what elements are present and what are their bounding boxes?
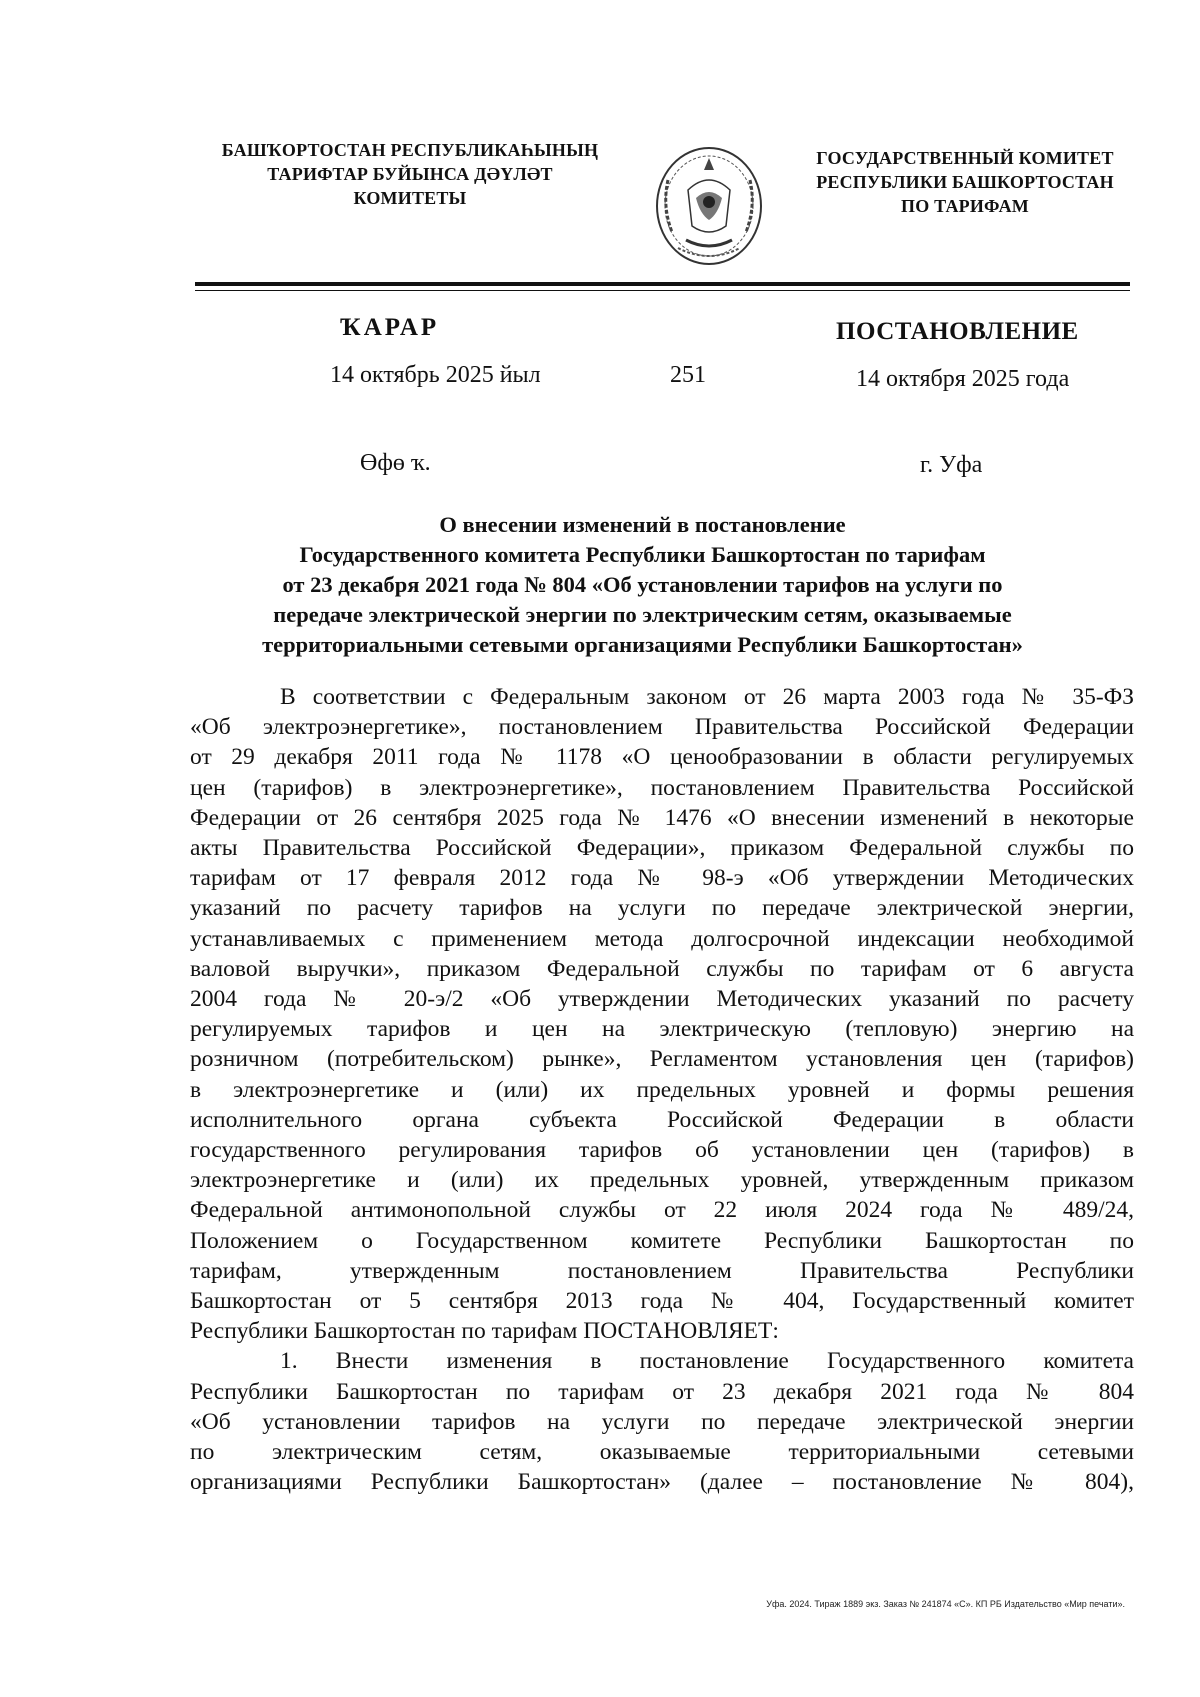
body-line: Федерации от 26 сентября 2025 года № 1476 «О внесении изменений в некоторые <box>190 804 1134 831</box>
body-line: тарифам, утвержденным постановлением Правительства Республики <box>190 1257 1134 1284</box>
header-russian-line: РЕСПУБЛИКИ БАШКОРТОСТАН <box>816 172 1114 192</box>
header-bashkir <box>170 138 650 210</box>
header-russian <box>790 146 1140 218</box>
document-number: 251 <box>670 362 706 388</box>
body-line: электроэнергетике и (или) их предельных уровней, утвержденным приказом <box>190 1167 1134 1194</box>
title-line: территориальными сетевыми организациями Республики Башкортостан» <box>262 632 1023 657</box>
body-line: акты Правительства Российской Федерации», приказом Федеральной службы по <box>190 835 1134 862</box>
body-line: по электрическим сетям, оказываемые территориальными сетевыми <box>190 1439 1134 1466</box>
doc-type-bashkir: ҠАРАР <box>340 314 440 341</box>
body-line: в электроэнергетике и (или) их предельных уровней и формы решения <box>190 1076 1134 1103</box>
header-russian-line: ПО ТАРИФАМ <box>901 196 1029 216</box>
body-line: валовой выручки», приказом Федеральной службы по тарифам от 6 августа <box>190 955 1134 982</box>
header-bashkir-line: ТАРИФТАР БУЙЫНСА ДӘҮЛӘТ <box>267 164 553 184</box>
body-line: государственного регулирования тарифов об установлении цен (тарифов) в <box>190 1137 1134 1164</box>
body-line: указаний по расчету тарифов на услуги по передаче электрической энергии, <box>190 895 1134 922</box>
body-line: Положением о Государственном комитете Республики Башкортостан по <box>190 1227 1134 1254</box>
title-line: от 23 декабря 2021 года № 804 «Об установлении тарифов на услуги по <box>282 572 1003 597</box>
title-line: Государственного комитета Республики Башкортостан по тарифам <box>299 542 986 567</box>
body-line: 1. Внести изменения в постановление Государственного комитета <box>280 1348 1134 1375</box>
body-line: устанавливаемых с применением метода долгосрочной индексации необходимой <box>190 925 1134 952</box>
body-line: В соответствии с Федеральным законом от 26 марта 2003 года № 35-ФЗ <box>280 684 1134 710</box>
body-line: «Об установлении тарифов на услуги по передаче электрической энергии <box>190 1408 1134 1435</box>
body-line: Республики Башкортостан по тарифам от 23 декабря 2021 года № 804 <box>190 1378 1134 1405</box>
body-line: организациями Республики Башкортостан» (далее – постановление № 804), <box>190 1469 1134 1496</box>
title-line: передаче электрической энергии по электрическим сетям, оказываемые <box>273 602 1012 627</box>
doc-type-russian: ПОСТАНОВЛЕНИЕ <box>836 318 1079 345</box>
title-line: О внесении изменений в постановление <box>439 512 846 537</box>
city-russian: г. Уфа <box>920 452 983 478</box>
body-line: Федеральной антимонопольной службы от 22 июля 2024 года № 489/24, <box>190 1197 1134 1224</box>
header-divider-thin <box>195 290 1130 291</box>
body-line: тарифам от 17 февраля 2012 года № 98-э «Об утверждении Методических <box>190 865 1134 892</box>
date-bashkir: 14 октябрь 2025 йыл <box>330 362 541 388</box>
body-line: регулируемых тарифов и цен на электрическую (тепловую) энергию на <box>190 1016 1134 1043</box>
document-body <box>190 682 1134 1497</box>
document-title <box>180 510 1105 660</box>
date-russian: 14 октября 2025 года <box>856 366 1070 392</box>
header-russian-line: ГОСУДАРСТВЕННЫЙ КОМИТЕТ <box>816 148 1114 168</box>
header-bashkir-line: БАШҠОРТОСТАН РЕСПУБЛИКАҺЫНЫҢ <box>221 140 599 160</box>
body-line: розничном (потребительском) рынке», Регламентом установления цен (тарифов) <box>190 1046 1134 1073</box>
header-divider-thick <box>195 282 1130 286</box>
body-line: цен (тарифов) в электроэнергетике», постановлением Правительства Российской <box>190 774 1134 801</box>
header-bashkir-line: КОМИТЕТЫ <box>353 188 467 208</box>
print-imprint: Уфа. 2024. Тираж 1889 экз. Заказ № 241874 «С». КП РБ Издательство «Мир печати». <box>766 1599 1125 1609</box>
body-line: 2004 года № 20-э/2 «Об утверждении Методических указаний по расчету <box>190 986 1134 1013</box>
city-bashkir: Өфө ҡ. <box>360 450 431 476</box>
body-line: Республики Башкортостан по тарифам ПОСТАНОВЛЯЕТ: <box>190 1318 779 1345</box>
body-line: «Об электроэнергетике», постановлением Правительства Российской Федерации <box>190 714 1134 741</box>
coat-of-arms-emblem <box>648 140 770 270</box>
body-line: от 29 декабря 2011 года № 1178 «О ценообразовании в области регулируемых <box>190 744 1134 771</box>
body-line: исполнительного органа субъекта Российской Федерации в области <box>190 1106 1134 1133</box>
body-line: Башкортостан от 5 сентября 2013 года № 404, Государственный комитет <box>190 1288 1134 1315</box>
